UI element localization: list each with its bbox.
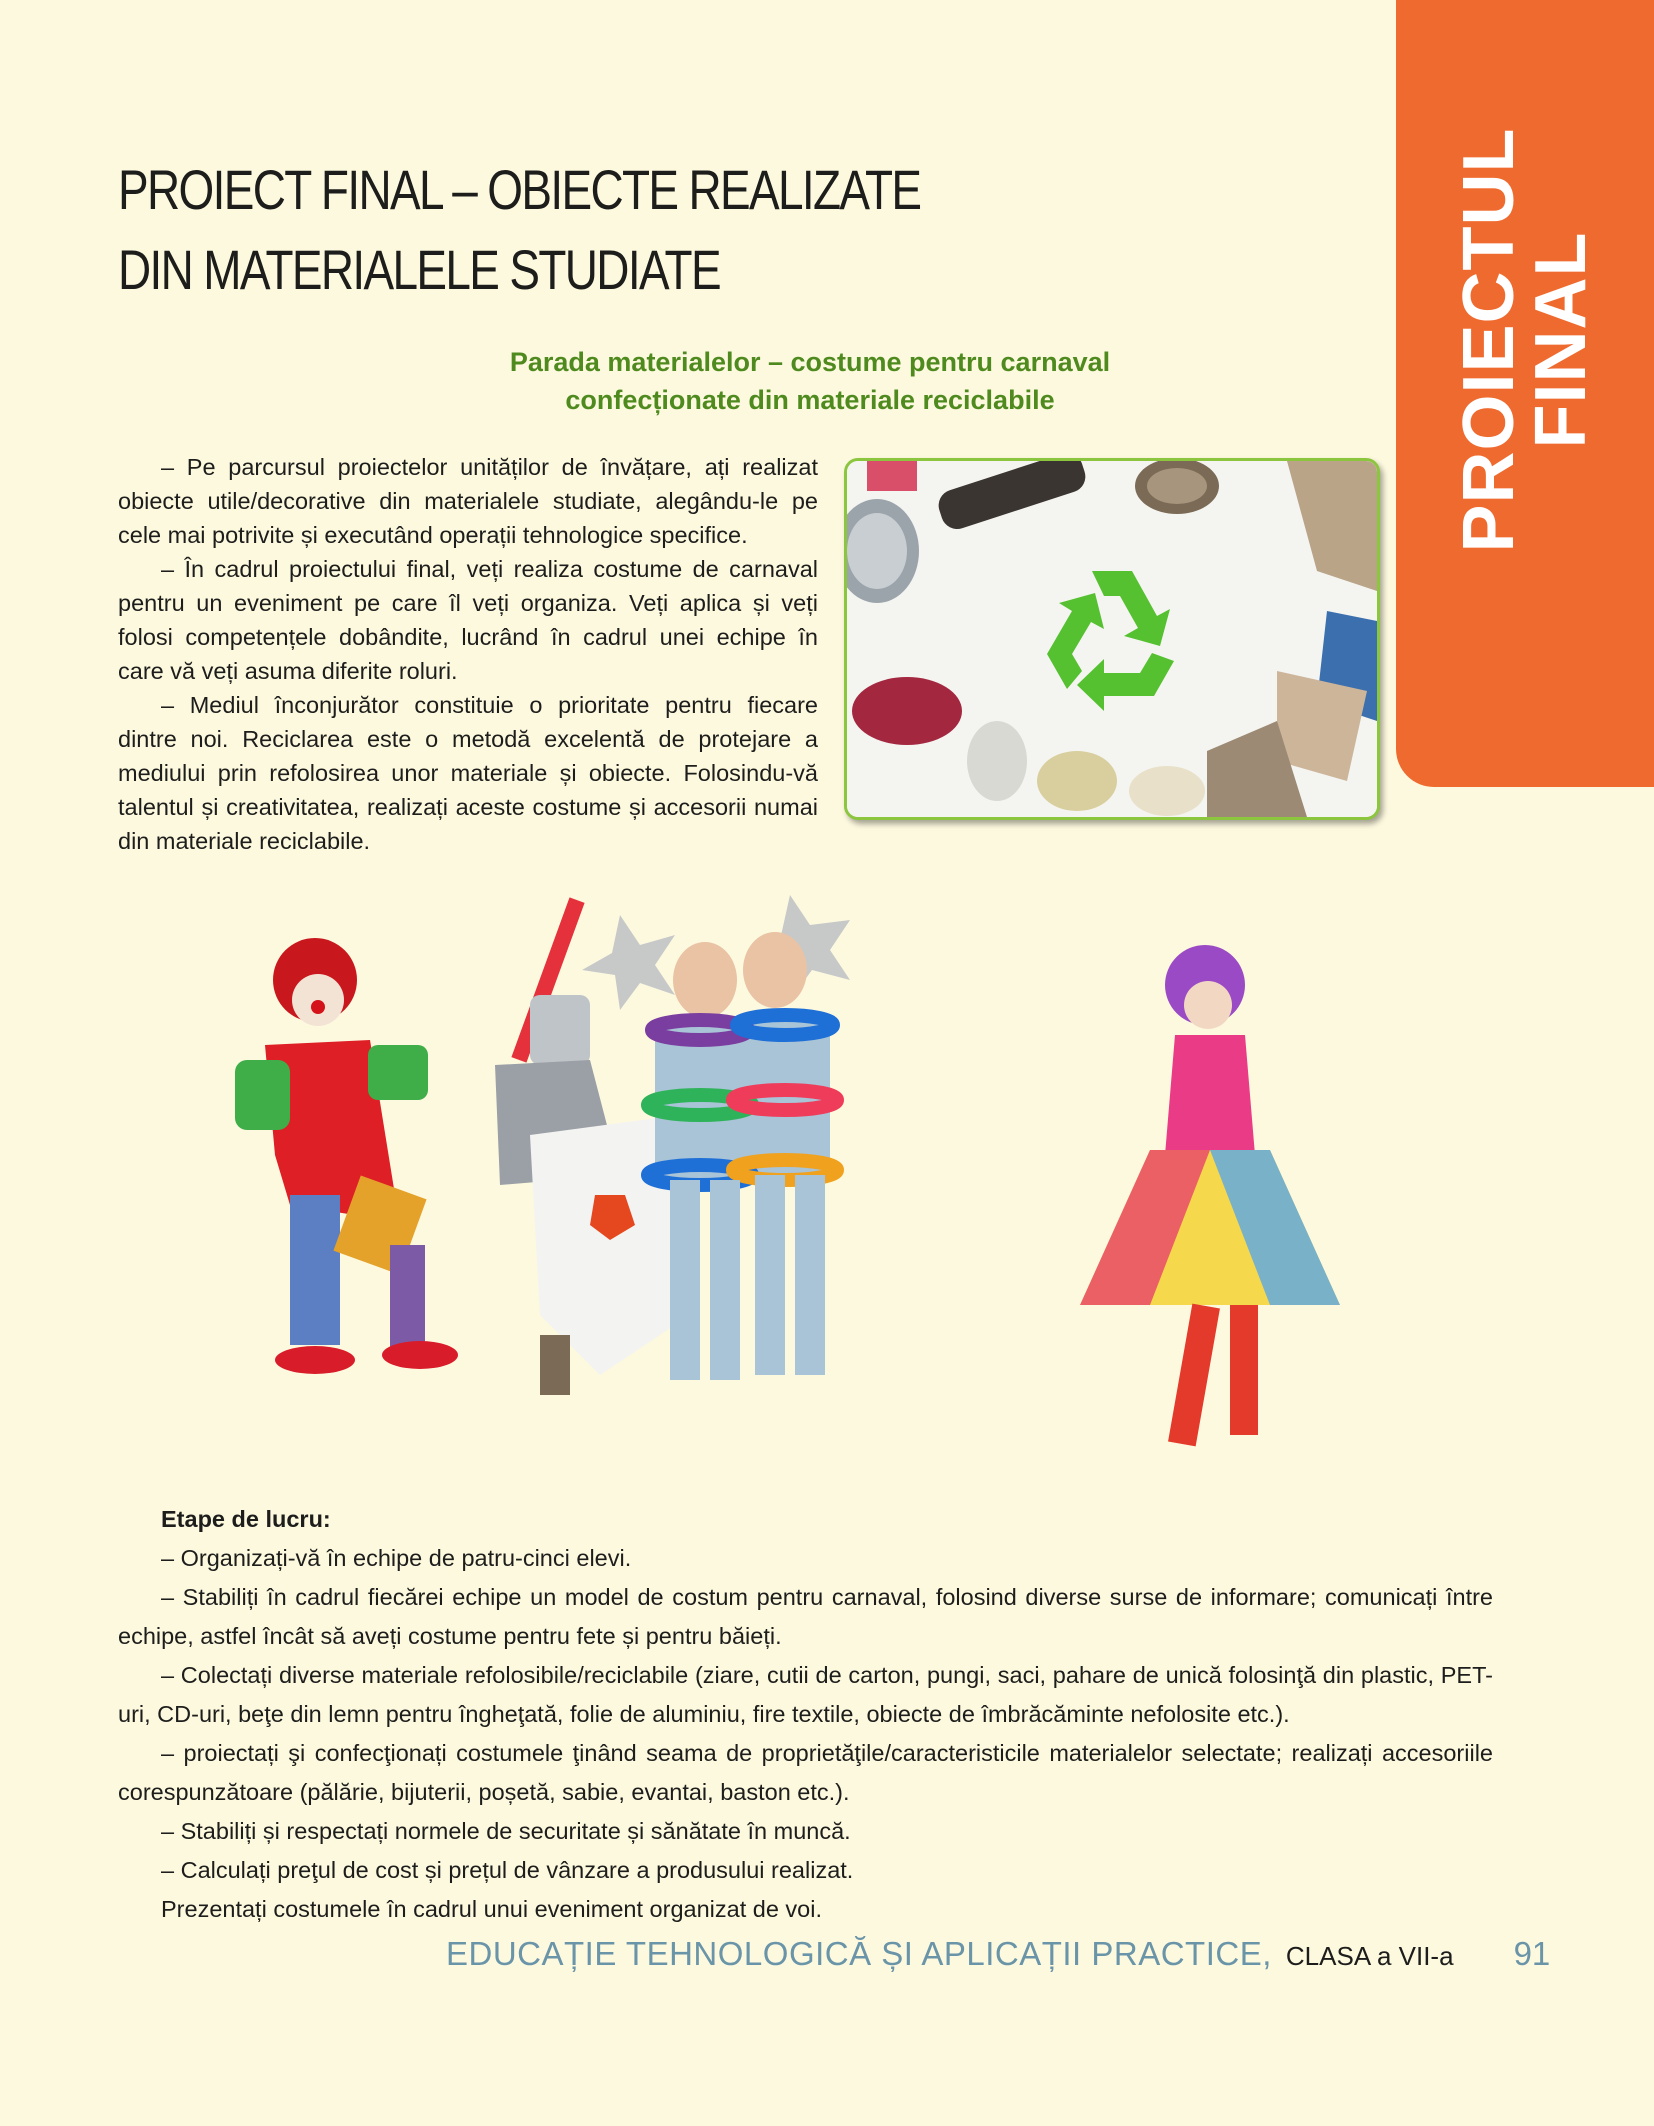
side-tab-line-2: FINAL <box>1521 231 1601 449</box>
step-item: – Calculați preţul de cost și prețul de vânzare a produsului realizat. <box>161 1857 854 1883</box>
chapter-side-tab-label <box>1449 127 1601 553</box>
step-item: – proiectați şi confecţionați costumele ţinând seama de proprietăţile/caracteristicile materialelor selectate; realizați accesoriile corespunzătoare (pălărie, bijuterii, poșetă, sabie, evantai, baston etc.). <box>118 1740 1493 1805</box>
side-tab-line-1: PROIECTUL <box>1449 127 1529 553</box>
page-title <box>118 150 920 310</box>
page-footer <box>446 1932 1550 1978</box>
subtitle-line-1: Parada materialelor – costume pentru carnaval <box>509 347 1111 377</box>
section-subtitle <box>440 343 1180 419</box>
intro-text <box>118 450 818 858</box>
costumes-illustration <box>150 895 1410 1525</box>
step-item: – Organizați-vă în echipe de patru-cinci elevi. <box>161 1545 632 1571</box>
page-number: 91 <box>1513 1935 1551 1972</box>
steps-heading: Etape de lucru: <box>161 1506 331 1532</box>
footer-subject: EDUCAȚIE TEHNOLOGICĂ ȘI APLICAȚII PRACTICE, <box>446 1935 1272 1972</box>
chapter-side-tab <box>1396 0 1654 787</box>
step-item: – Colectați diverse materiale refolosibile/reciclabile (ziare, cutii de carton, pungi, saci, pahare de unică folosinţă din plastic, PET-uri, CD-uri, beţe din lemn pentru îngheţată, folie de aluminiu, fire textile, obiecte de îmbrăcăminte nefolosite etc.). <box>118 1662 1493 1727</box>
step-item: Prezentați costumele în cadrul unui eveniment organizat de voi. <box>161 1896 822 1922</box>
subtitle-line-2: confecționate din materiale reciclabile <box>565 385 1055 415</box>
work-steps <box>118 1500 1493 1929</box>
step-item: – Stabiliți și respectați normele de securitate și sănătate în muncă. <box>161 1818 851 1844</box>
clown-girl-figure <box>1080 945 1340 1446</box>
footer-class: CLASA a VII-a <box>1285 1941 1454 1971</box>
intro-paragraph: – În cadrul proiectului final, veți realiza costume de carnaval pentru un eveniment pe care îl veți organiza. Veți aplica și veți folosi competențele dobândite, lucrând în cadrul unei echipe în care vă veți asuma diferite roluri. <box>118 556 818 684</box>
recycling-photo-illustration <box>847 461 1377 817</box>
recycling-photo <box>844 458 1380 820</box>
intro-paragraph: – Mediul înconjurător constituie o prioritate pentru fiecare dintre noi. Reciclarea este o metodă excelentă de protejare a mediului prin refolosirea unor materiale și obiecte. Folosindu-vă talentul și creativitatea, realizați aceste costume și accesorii numai din materiale reciclabile. <box>118 692 818 854</box>
carnival-costumes-photo <box>150 895 1410 1525</box>
clown-figure <box>235 938 458 1374</box>
page-title-line-1: PROIECT FINAL – OBIECTE REALIZATE <box>118 158 921 221</box>
page-title-line-2: DIN MATERIALELE STUDIATE <box>118 238 720 301</box>
step-item: – Stabiliți în cadrul fiecărei echipe un model de costum pentru carnaval, folosind diverse surse de informare; comunicați între echipe, astfel încât să aveți costume pentru fete și pentru băieți. <box>118 1584 1493 1649</box>
intro-paragraph: – Pe parcursul proiectelor unităților de învățare, ați realizat obiecte utile/decorative din materialele studiate, alegându-le pe cele mai potrivite și executând operații tehnologice specifice. <box>118 454 818 548</box>
